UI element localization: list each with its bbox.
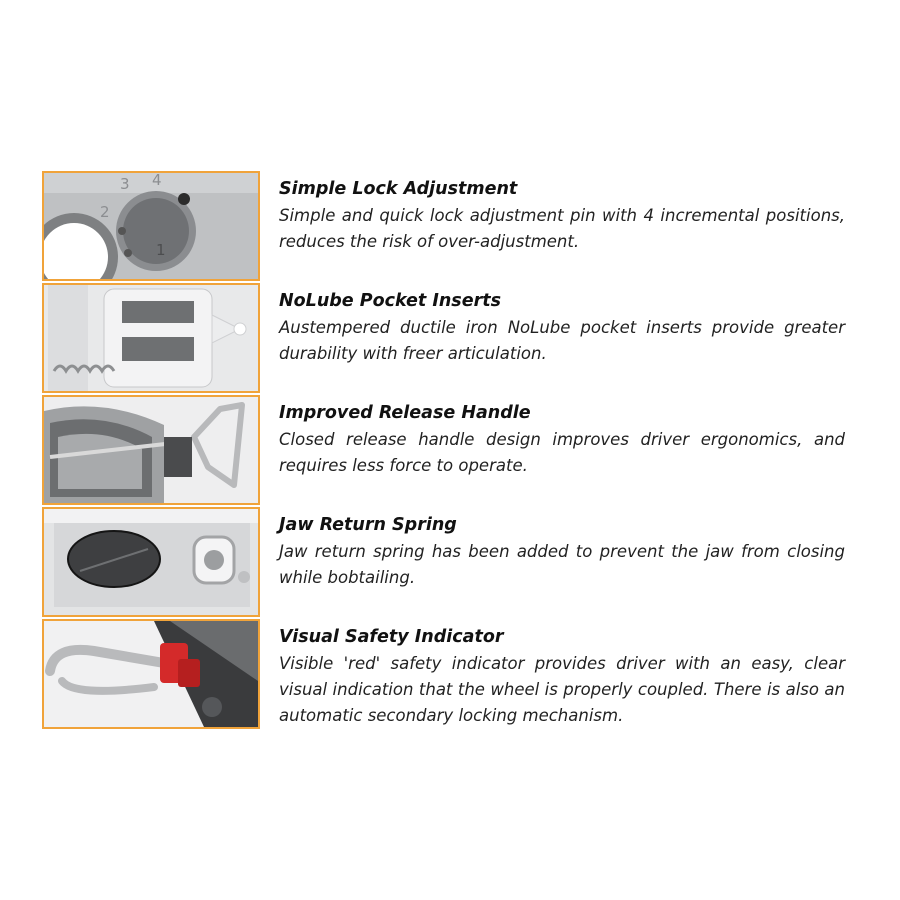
release-handle-icon xyxy=(44,397,258,503)
feature-text xyxy=(279,401,845,479)
feature-description: Visible 'red' safety indicator provides driver with an easy, clear visual indication that the wheel is properly coupled. There is also an automatic secondary locking mechanism. xyxy=(279,654,845,725)
feature-description: Jaw return spring has been added to prevent the jaw from closing while bobtailing. xyxy=(279,542,845,587)
safety-indicator-icon xyxy=(44,621,258,727)
feature-text xyxy=(279,177,845,255)
lock-adjustment-pin-icon xyxy=(44,173,258,279)
feature-simple-lock-adjustment xyxy=(0,171,900,283)
dial-number-2: 2 xyxy=(100,203,110,221)
feature-improved-release-handle xyxy=(0,395,900,507)
feature-text xyxy=(279,513,845,591)
release-handle-photo xyxy=(42,395,260,505)
feature-description: Closed release handle design improves driver ergonomics, and requires less force to operate. xyxy=(279,430,845,475)
feature-visual-safety-indicator xyxy=(0,619,900,731)
feature-title: Jaw Return Spring xyxy=(279,515,457,535)
dial-number-1: 1 xyxy=(156,241,166,259)
feature-description: Simple and quick lock adjustment pin with 4 incremental positions, reduces the risk of over-adjustment. xyxy=(279,206,845,251)
feature-title: NoLube Pocket Inserts xyxy=(279,291,501,311)
feature-title: Visual Safety Indicator xyxy=(279,627,504,647)
dial-number-4: 4 xyxy=(152,173,162,189)
feature-text xyxy=(279,289,845,367)
jaw-return-spring-icon xyxy=(44,509,258,615)
pocket-inserts-photo xyxy=(42,283,260,393)
feature-title: Simple Lock Adjustment xyxy=(279,179,518,199)
feature-title: Improved Release Handle xyxy=(279,403,531,423)
feature-text xyxy=(279,625,845,729)
jaw-return-spring-photo xyxy=(42,507,260,617)
pocket-inserts-icon xyxy=(44,285,258,391)
dial-number-3: 3 xyxy=(120,175,130,193)
lock-adjustment-pin-photo xyxy=(42,171,260,281)
feature-jaw-return-spring xyxy=(0,507,900,619)
feature-description: Austempered ductile iron NoLube pocket inserts provide greater durability with freer articulation. xyxy=(279,318,845,363)
feature-nolube-pocket-inserts xyxy=(0,283,900,395)
safety-indicator-photo xyxy=(42,619,260,729)
